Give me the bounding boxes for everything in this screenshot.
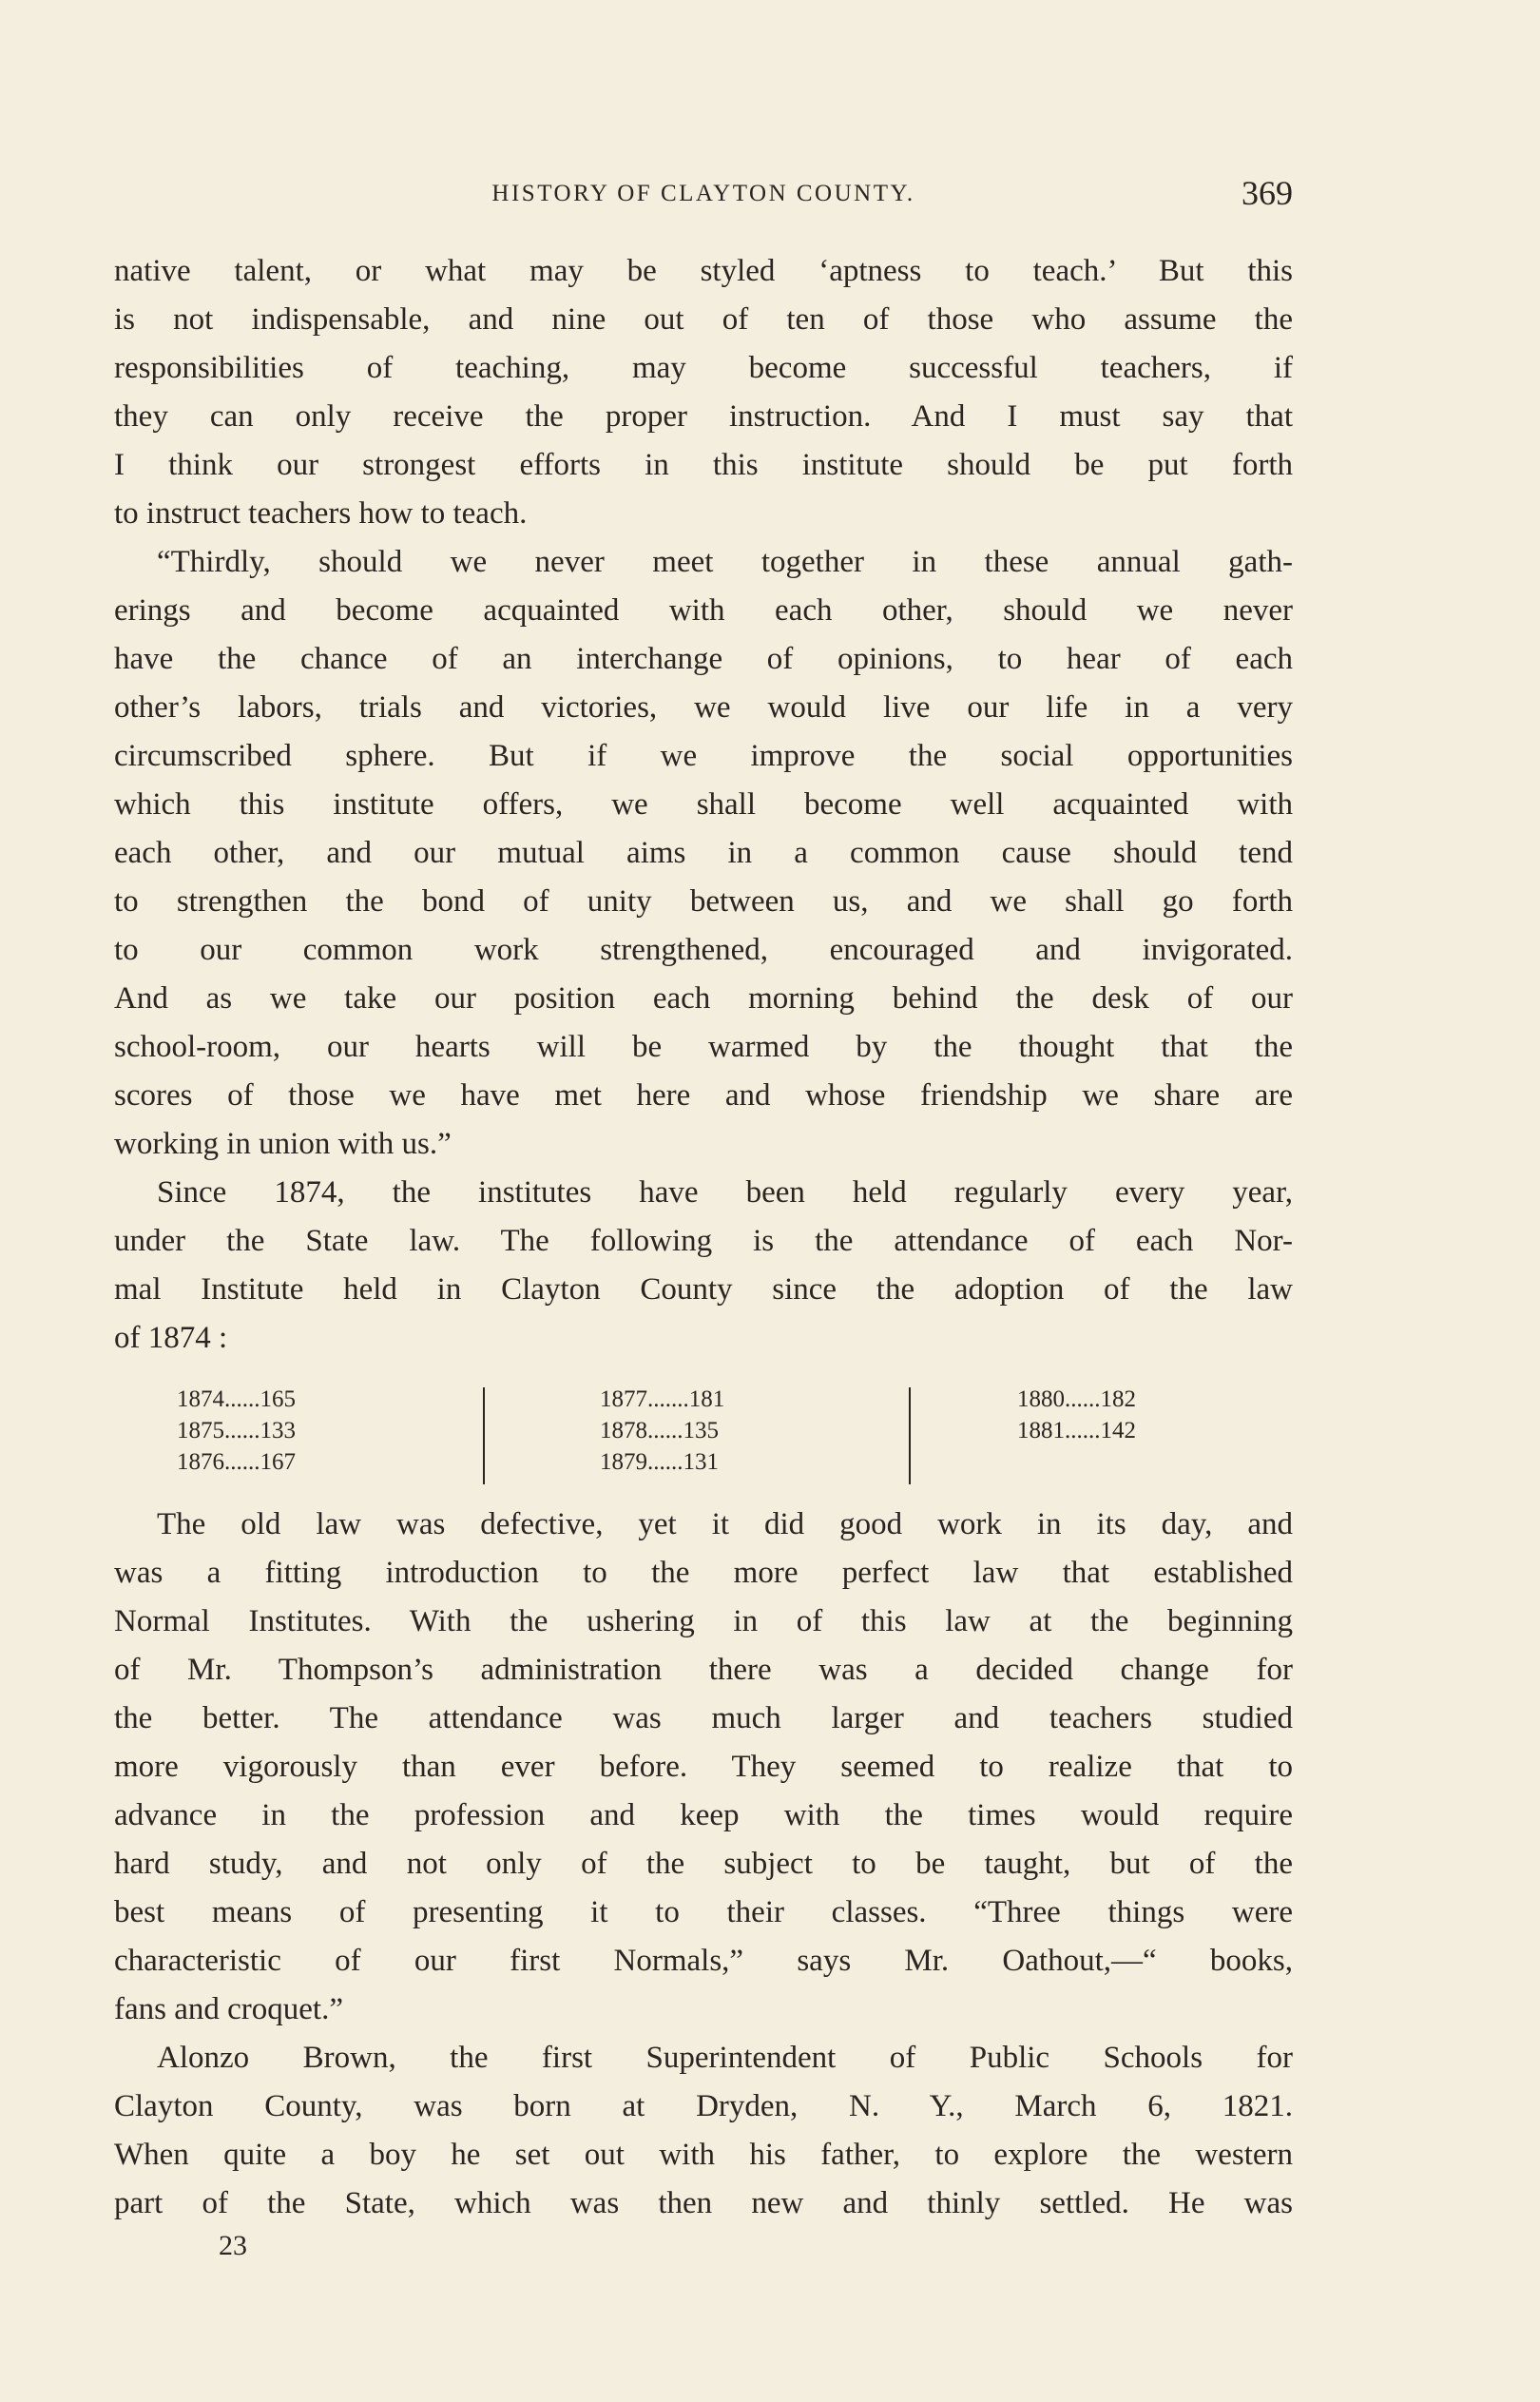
text-line: other’s labors, trials and victories, we would live our life in a very: [114, 690, 1293, 725]
text-line: which this institute offers, we shall become well acquainted with: [114, 787, 1293, 822]
text-line: circumscribed sphere. But if we improve the social opportunities: [114, 739, 1293, 773]
signature-mark: 23: [219, 2230, 247, 2261]
body-text-top: [114, 247, 1293, 1363]
text-line: school-room, our hearts will be warmed by the thought that the: [114, 1030, 1293, 1064]
text-line: Clayton County, was born at Dryden, N. Y., March 6, 1821.: [114, 2089, 1293, 2123]
text-line: native talent, or what may be styled ‘aptness to teach.’ But this: [114, 254, 1293, 288]
text-line: each other, and our mutual aims in a common cause should tend: [114, 836, 1293, 870]
attendance-entry: 1875......133: [177, 1418, 296, 1443]
attendance-column-1: [177, 1384, 296, 1478]
text-line: working in union with us.”: [114, 1127, 452, 1161]
running-head: [114, 173, 1293, 221]
text-line: the better. The attendance was much larger and teachers studied: [114, 1701, 1293, 1735]
text-line: responsibilities of teaching, may become successful teachers, if: [114, 351, 1293, 385]
text-line: of Mr. Thompson’s administration there was a decided change for: [114, 1653, 1293, 1687]
attendance-entry: 1877.......181: [600, 1386, 725, 1412]
attendance-entry: 1881......142: [1017, 1418, 1136, 1443]
text-line: “Thirdly, should we never meet together in these annual gath-: [157, 545, 1293, 579]
page-number: 369: [1242, 174, 1293, 212]
attendance-column-2: [600, 1384, 724, 1478]
column-divider: [483, 1387, 485, 1484]
text-line: to strengthen the bond of unity between us, and we shall go forth: [114, 884, 1293, 919]
text-line: best means of presenting it to their classes. “Three things were: [114, 1895, 1293, 1929]
attendance-entry: 1874......165: [177, 1386, 296, 1412]
text-line: of 1874 :: [114, 1321, 228, 1355]
attendance-entry: 1878......135: [600, 1418, 719, 1443]
attendance-table: [177, 1384, 1242, 1488]
attendance-entry: 1880......182: [1017, 1386, 1136, 1412]
text-line: The old law was defective, yet it did good work in its day, and: [157, 1507, 1293, 1541]
text-line: erings and become acquainted with each other, should we never: [114, 593, 1293, 628]
column-divider: [909, 1387, 911, 1484]
attendance-column-3: [1017, 1384, 1136, 1446]
text-line: When quite a boy he set out with his father, to explore the western: [114, 2138, 1293, 2172]
text-line: was a fitting introduction to the more perfect law that established: [114, 1556, 1293, 1590]
text-line: And as we take our position each morning behind the desk of our: [114, 981, 1293, 1016]
text-line: characteristic of our first Normals,” says Mr. Oathout,—“ books,: [114, 1944, 1293, 1978]
text-line: is not indispensable, and nine out of ten of those who assume the: [114, 302, 1293, 337]
running-title: HISTORY OF CLAYTON COUNTY.: [491, 181, 915, 206]
attendance-entry: 1879......131: [600, 1449, 719, 1475]
text-line: fans and croquet.”: [114, 1992, 343, 2026]
text-line: more vigorously than ever before. They seemed to realize that to: [114, 1750, 1293, 1784]
text-line: have the chance of an interchange of opinions, to hear of each: [114, 642, 1293, 676]
text-line: I think our strongest efforts in this institute should be put forth: [114, 448, 1293, 482]
text-line: to our common work strengthened, encouraged and invigorated.: [114, 933, 1293, 967]
text-line: part of the State, which was then new and thinly settled. He was: [114, 2186, 1293, 2220]
text-line: scores of those we have met here and whose friendship we share are: [114, 1078, 1293, 1113]
text-line: Since 1874, the institutes have been held regularly every year,: [157, 1175, 1293, 1210]
text-line: under the State law. The following is the attendance of each Nor-: [114, 1224, 1293, 1258]
text-line: hard study, and not only of the subject to be taught, but of the: [114, 1847, 1293, 1881]
text-line: mal Institute held in Clayton County since the adoption of the law: [114, 1272, 1293, 1307]
text-line: to instruct teachers how to teach.: [114, 496, 528, 531]
text-line: Alonzo Brown, the first Superintendent of Public Schools for: [157, 2041, 1293, 2075]
text-line: Normal Institutes. With the ushering in of this law at the beginning: [114, 1604, 1293, 1638]
text-line: advance in the profession and keep with the times would require: [114, 1798, 1293, 1832]
attendance-entry: 1876......167: [177, 1449, 296, 1475]
body-text-bottom: [114, 1501, 1293, 2228]
text-line: they can only receive the proper instruction. And I must say that: [114, 399, 1293, 434]
